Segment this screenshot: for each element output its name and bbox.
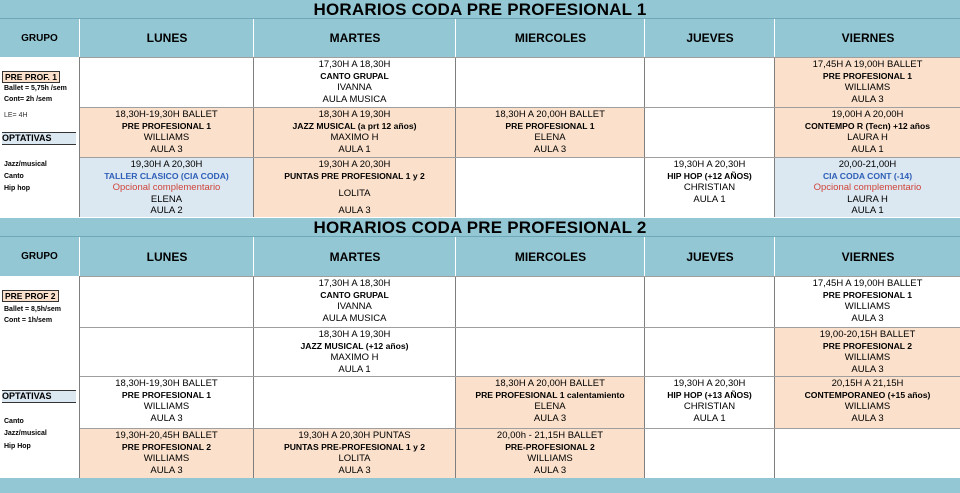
schedule-2-grid <box>0 276 960 478</box>
header-miercoles: MIERCOLES <box>455 19 645 57</box>
s2-optativas-label: OPTATIVAS <box>2 390 76 403</box>
s2-r1-martes[interactable]: 17,30H A 18,30H CANTO GRUPAL IVANNA AULA MUSICA <box>318 278 391 324</box>
header-viernes: VIERNES <box>774 237 960 276</box>
schedule-2-title: HORARIOS CODA PRE PROFESIONAL 2 <box>0 218 960 237</box>
s2-group-tag: PRE PROF 2 <box>2 290 59 302</box>
header-viernes: VIERNES <box>774 19 960 57</box>
s1-r1-martes[interactable]: 17,30H A 18,30H CANTO GRUPAL IVANNA AULA MUSICA <box>318 59 391 105</box>
s1-r3-martes[interactable]: 19,30H A 20,30H PUNTAS PRE PROFESIONAL 1 y 2 LOLITA AULA 3 <box>254 158 455 217</box>
s1-r3-viernes[interactable]: 20,00-21,00H CIA CODA CONT (-14) Opcional complementario LAURA H AULA 1 <box>775 158 960 217</box>
s1-vline <box>455 57 456 217</box>
s2-vline <box>644 276 645 478</box>
s1-r1-viernes[interactable]: 17,45H A 19,00H BALLET PRE PROFESIONAL 1 WILLIAMS AULA 3 <box>775 58 960 108</box>
s2-info-cont: Cont = 1h/sem <box>4 317 53 324</box>
s1-info-ballet: Ballet = 5,75h /sem <box>4 85 67 92</box>
s1-group-tag: PRE PROF. 1 <box>2 71 60 83</box>
s2-r1-viernes[interactable]: 17,45H A 19,00H BALLET PRE PROFESIONAL 1 WILLIAMS AULA 3 <box>812 278 923 324</box>
s1-option-hiphop: Hip hop <box>4 185 31 192</box>
header-miercoles: MIERCOLES <box>455 237 645 276</box>
s1-vline <box>253 57 254 217</box>
s1-option-jazz: Jazz/musical <box>4 161 47 168</box>
s2-vline <box>455 276 456 478</box>
header-lunes: LUNES <box>79 19 254 57</box>
s1-info-cont: Cont= 2h /sem <box>4 96 53 103</box>
s2-r3-miercoles[interactable]: 18,30H A 20,00H BALLET PRE PROFESIONAL 1 calentamiento ELENA AULA 3 <box>456 377 644 428</box>
s1-info-le: LE= 4H <box>4 112 28 119</box>
s2-r4-lunes[interactable]: 19,30H-20,45H BALLET PRE PROFESIONAL 2 WILLIAMS AULA 3 <box>80 429 253 478</box>
s2-vline <box>774 276 775 478</box>
s1-hline <box>80 57 960 58</box>
s2-r4-martes[interactable]: 19,30H A 20,30H PUNTAS PUNTAS PRE-PROFESIONAL 1 y 2 LOLITA AULA 3 <box>254 429 455 478</box>
s1-r3-lunes[interactable]: 19,30H A 20,30H TALLER CLASICO (CIA CODA) Opcional complementario ELENA AULA 2 <box>80 158 253 217</box>
s1-vline <box>774 57 775 217</box>
schedule-1-grid <box>0 57 960 217</box>
s2-r3-lunes[interactable]: 18,30H-19,30H BALLET PRE PROFESIONAL 1 WILLIAMS AULA 3 <box>115 378 218 424</box>
s2-r2-viernes[interactable]: 19,00-20,15H BALLET PRE PROFESIONAL 2 WILLIAMS AULA 3 <box>775 328 960 376</box>
s1-r2-lunes[interactable]: 18,30H-19,30H BALLET PRE PROFESIONAL 1 WILLIAMS AULA 3 <box>80 108 253 158</box>
s2-option-canto: Canto <box>4 418 24 425</box>
schedule-1-header-row <box>0 19 960 57</box>
s1-hline <box>80 107 960 108</box>
bottom-bar <box>0 478 960 493</box>
header-jueves: JUEVES <box>644 19 775 57</box>
s1-r3-jueves[interactable]: 19,30H A 20,30H HIP HOP (+12 AÑOS) CHRISTIAN AULA 1 <box>667 159 752 205</box>
s2-hline <box>80 428 960 429</box>
s2-hline <box>80 376 960 377</box>
header-martes: MARTES <box>253 19 456 57</box>
s2-r3-jueves[interactable]: 19,30H A 20,30H HIP HOP (+13 AÑOS) CHRISTIAN AULA 1 <box>667 378 752 424</box>
s2-r4-miercoles[interactable]: 20,00h - 21,15H BALLET PRE-PROFESIONAL 2 WILLIAMS AULA 3 <box>456 429 644 478</box>
s2-vline <box>253 276 254 478</box>
header-jueves: JUEVES <box>644 237 775 276</box>
schedule-2-header-row <box>0 237 960 276</box>
s1-hline <box>80 157 960 158</box>
header-lunes: LUNES <box>79 237 254 276</box>
s2-sidebar <box>0 276 79 478</box>
s1-r2-miercoles[interactable]: 18,30H A 20,00H BALLET PRE PROFESIONAL 1 ELENA AULA 3 <box>456 108 644 158</box>
s1-option-canto: Canto <box>4 173 24 180</box>
s2-hline <box>80 327 960 328</box>
s1-vline <box>644 57 645 217</box>
header-grupo: GRUPO <box>21 32 58 44</box>
header-martes: MARTES <box>253 237 456 276</box>
s2-vline <box>79 276 80 478</box>
s1-r2-martes[interactable]: 18,30H A 19,30H JAZZ MUSICAL (a prt 12 años) MAXIMO H AULA 1 <box>254 108 455 158</box>
schedule-1-title: HORARIOS CODA PRE PROFESIONAL 1 <box>0 0 960 19</box>
s1-optativas-label: OPTATIVAS <box>2 132 76 145</box>
header-grupo: GRUPO <box>21 251 58 262</box>
s2-hline <box>80 276 960 277</box>
s2-option-jazz: Jazz/musical <box>4 430 47 437</box>
s2-r2-martes[interactable]: 18,30H A 19,30H JAZZ MUSICAL (+12 años) MAXIMO H AULA 1 <box>300 329 409 375</box>
s2-info-ballet: Ballet = 8,5h/sem <box>4 306 62 313</box>
s1-vline <box>79 57 80 217</box>
s1-sidebar <box>0 57 79 217</box>
s2-r3-viernes[interactable]: 20,15H A 21,15H CONTEMPORANEO (+15 años) WILLIAMS AULA 3 <box>775 377 960 428</box>
s2-option-hiphop: Hip Hop <box>4 443 31 450</box>
s1-r2-viernes[interactable]: 19,00H A 20,00H CONTEMPO R (Tecn) +12 años LAURA H AULA 1 <box>775 108 960 158</box>
